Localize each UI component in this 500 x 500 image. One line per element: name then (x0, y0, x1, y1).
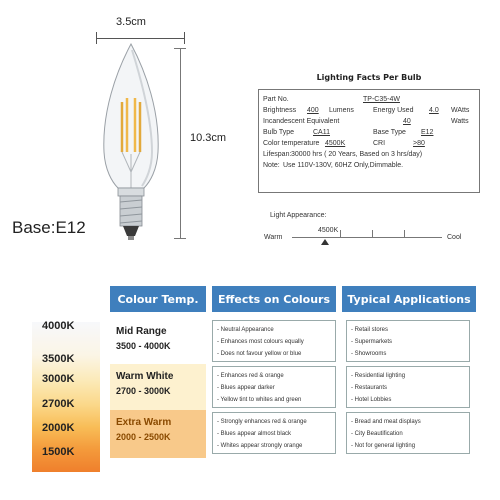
applications-cell (346, 320, 470, 362)
range-extra-warm (110, 410, 206, 458)
facts-unit: WAtts (451, 107, 470, 114)
scale-tick (372, 230, 373, 238)
effect-line: - Enhances most colours equally (217, 339, 304, 345)
facts-row-bulb-type (263, 127, 473, 138)
effect-line: - Blues appear darker (217, 385, 275, 391)
width-dimension-line (96, 38, 184, 39)
application-line: - Residential lighting (351, 373, 406, 379)
gradient-label: 3000K (42, 373, 75, 385)
facts-value: 4500K (325, 140, 346, 147)
range-value: 2700 - 3000K (116, 386, 171, 396)
gradient-label: 2700K (42, 398, 75, 410)
gradient-label: 2000K (42, 422, 75, 434)
applications-cell (346, 366, 470, 408)
base-label: Base:E12 (12, 218, 86, 237)
application-line: - City Beautification (351, 431, 403, 437)
effect-line: - Strongly enhances red & orange (217, 419, 307, 425)
height-dimension-tick-bottom (174, 238, 186, 239)
scale-pointer-icon (321, 239, 329, 245)
scale-tick (404, 230, 405, 238)
lighting-facts (258, 73, 480, 193)
facts-label: Note: (263, 162, 280, 169)
light-appearance-label: Light Appearance: (270, 212, 327, 219)
effect-line: - Neutral Appearance (217, 327, 274, 333)
effect-line: - Does not favour yellow or blue (217, 351, 302, 357)
effect-line: - Enhances red & orange (217, 373, 284, 379)
facts-label: Base Type (373, 129, 406, 136)
application-line: - Retail stores (351, 327, 389, 333)
application-line: - Showrooms (351, 351, 387, 357)
facts-value: 30000 hrs ( 20 Years, Based on 3 hrs/day) (291, 151, 423, 158)
facts-label: Brightness (263, 107, 297, 114)
scale-cool-label: Cool (447, 234, 462, 241)
range-warm-white (110, 364, 206, 412)
gradient-label: 1500K (42, 446, 75, 458)
application-line: - Restaurants (351, 385, 388, 391)
effects-cell (212, 412, 336, 454)
effect-line: - Whites appear strongly orange (217, 443, 303, 449)
facts-row-brightness (263, 105, 473, 116)
facts-row-color-temp (263, 138, 473, 149)
height-dimension-line (180, 48, 181, 238)
facts-label: Lifespan: (263, 151, 292, 158)
effect-line: - Yellow tint to whites and green (217, 397, 302, 403)
application-line: - Bread and meat displays (351, 419, 421, 425)
range-value: 3500 - 4000K (116, 341, 171, 351)
header-typical-applications: Typical Applications (342, 286, 476, 312)
gradient-label: 3500K (42, 353, 75, 365)
facts-label: Bulb Type (263, 129, 295, 136)
facts-value: 400 (307, 107, 319, 114)
facts-unit: Lumens (329, 107, 354, 114)
effects-cell (212, 366, 336, 408)
facts-label: Part No. (263, 96, 289, 103)
effect-line: - Blues appear almost black (217, 431, 292, 437)
facts-value: Use 110V-130V, 60HZ Only,Dimmable. (283, 162, 404, 169)
facts-row-lifespan (263, 149, 473, 160)
appearance-scale-line (292, 237, 442, 238)
facts-value: E12 (421, 129, 434, 136)
facts-label: Color temperature (263, 140, 320, 147)
header-effects-on-colours: Effects on Colours (212, 286, 336, 312)
range-name: Mid Range (116, 326, 167, 337)
facts-row-incandescent (263, 116, 473, 127)
application-line: - Not for general lighting (351, 443, 416, 449)
range-value: 2000 - 2500K (116, 432, 171, 442)
scale-value: 4500K (318, 227, 339, 234)
lighting-facts-title: Lighting Facts Per Bulb (316, 73, 422, 82)
applications-cell (346, 412, 470, 454)
application-line: - Supermarkets (351, 339, 393, 345)
width-dimension-label: 3.5cm (116, 16, 146, 28)
header-colour-temp: Colour Temp. (110, 286, 206, 312)
facts-unit: Watts (451, 118, 469, 125)
facts-row-part-no (263, 94, 473, 105)
facts-value: 4.0 (429, 107, 439, 114)
range-mid (110, 319, 206, 367)
range-name: Warm White (116, 371, 174, 382)
scale-tick (340, 230, 341, 238)
facts-label: Energy Used (373, 107, 414, 114)
facts-value: 40 (403, 118, 411, 125)
facts-label: Incandescent Equivalent (263, 118, 340, 125)
lighting-facts-box (258, 89, 480, 193)
range-name: Extra Warm (116, 417, 172, 428)
height-dimension-label: 10.3cm (190, 132, 227, 144)
facts-label: CRI (373, 140, 386, 147)
facts-value: CA11 (313, 129, 330, 136)
gradient-label: 4000K (42, 320, 75, 332)
facts-value: TP-C35-4W (363, 96, 400, 103)
facts-row-note (263, 160, 473, 171)
facts-value: >80 (413, 140, 425, 147)
application-line: - Hotel Lobbies (351, 397, 392, 403)
effects-cell (212, 320, 336, 362)
scale-warm-label: Warm (264, 234, 283, 241)
width-dimension-tick-right (184, 32, 185, 44)
candle-bulb-image (96, 42, 166, 242)
